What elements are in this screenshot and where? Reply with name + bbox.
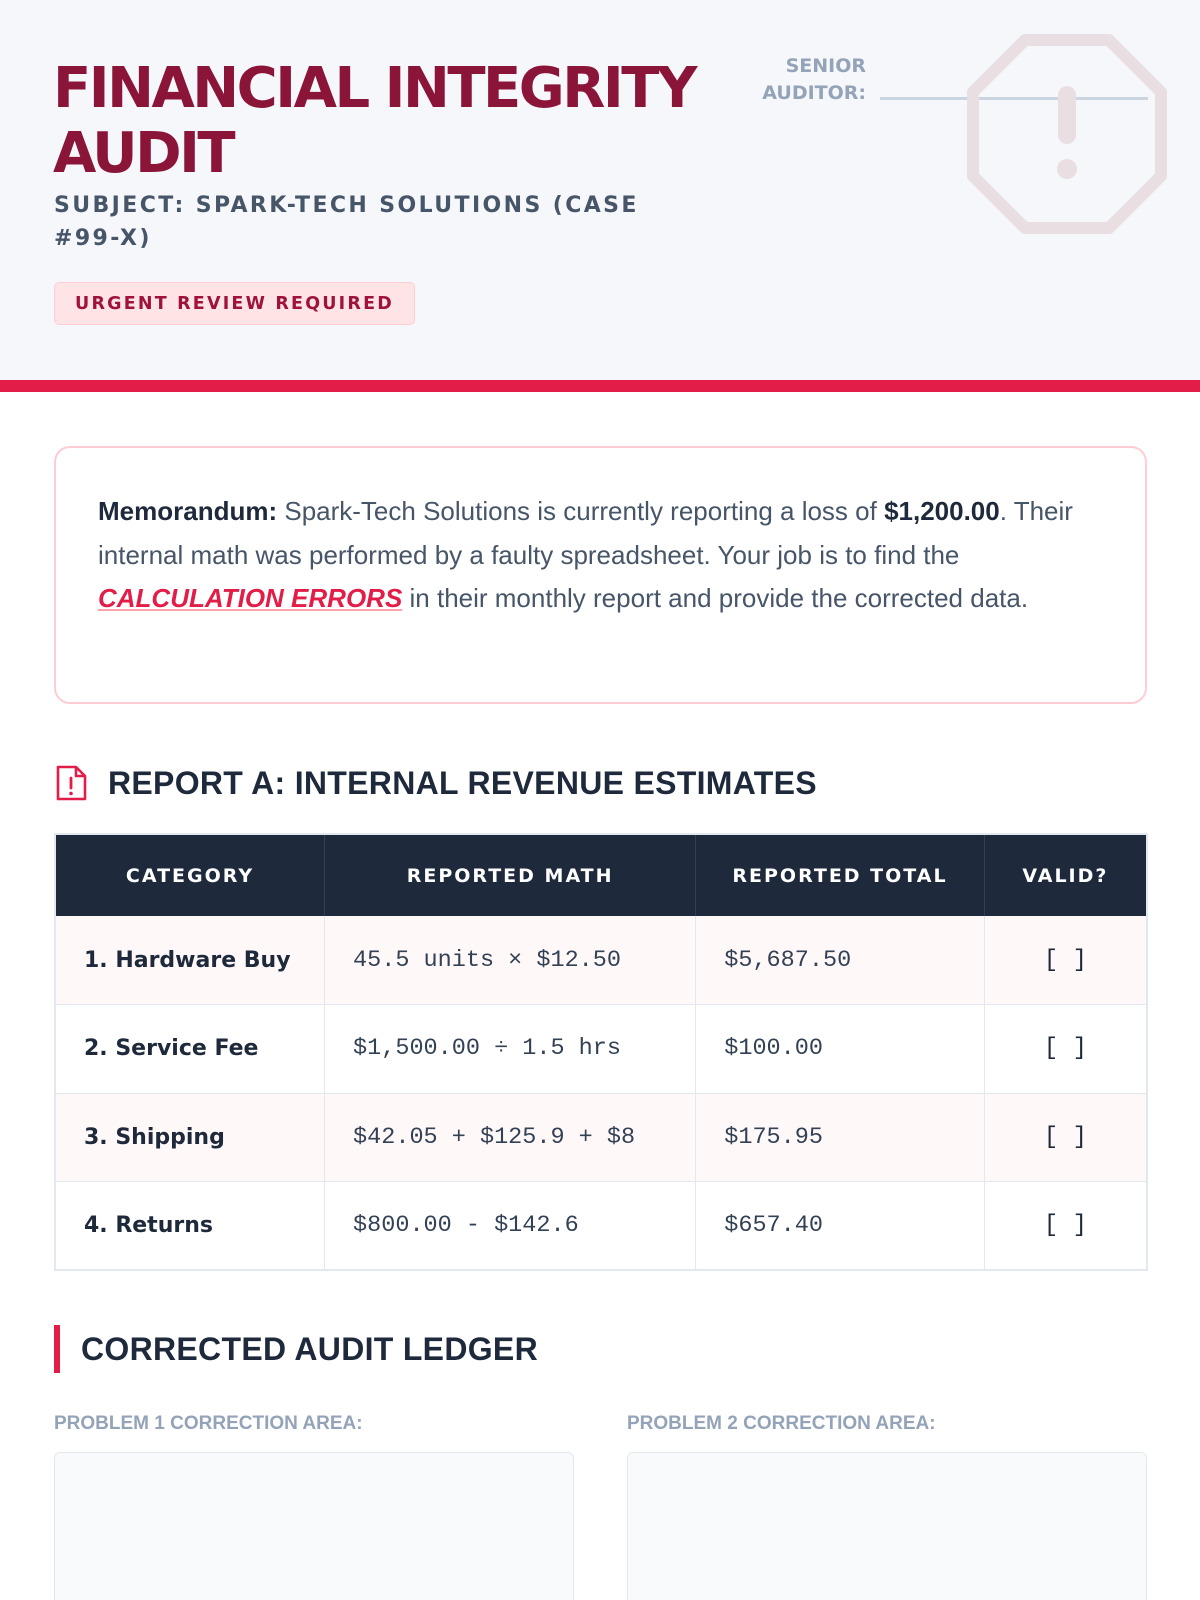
row-category: 1. Hardware Buy: [55, 916, 325, 1005]
memo-amount: $1,200.00: [884, 496, 1000, 526]
column-header-reported-total: REPORTED TOTAL: [696, 834, 985, 916]
senior-auditor-label: SENIOR AUDITOR:: [762, 55, 866, 104]
case-subject: SUBJECT: SPARK-TECH SOLUTIONS (CASE #99-X): [54, 193, 639, 251]
column-header-valid: VALID?: [984, 834, 1147, 916]
report-a-heading: [54, 763, 1147, 803]
memorandum-box: [54, 446, 1147, 704]
table-row: [55, 1005, 1147, 1094]
row-category: 4. Returns: [55, 1182, 325, 1271]
revenue-estimates-table: [54, 833, 1148, 1271]
memo-highlight: CALCULATION ERRORS: [98, 583, 403, 613]
stop-warning-icon: [967, 34, 1167, 234]
document-title: FINANCIAL INTEGRITY AUDIT: [53, 56, 695, 186]
table-row: [55, 916, 1147, 1005]
problem-1-correction-area[interactable]: [54, 1452, 574, 1600]
document-alert-icon: [54, 764, 88, 802]
problem-2-correction-area[interactable]: [627, 1452, 1147, 1600]
corrected-ledger-heading: [54, 1325, 538, 1373]
memo-text-3: in their monthly report and provide the corrected data.: [402, 583, 1029, 613]
row-category: 3. Shipping: [55, 1093, 325, 1182]
column-header-reported-math: REPORTED MATH: [325, 834, 696, 916]
problem-1-label: PROBLEM 1 CORRECTION AREA:: [54, 1413, 363, 1434]
ledger-accent-bar: [54, 1325, 60, 1373]
row-reported-total: $100.00: [696, 1005, 985, 1094]
row-reported-total: $5,687.50: [696, 916, 985, 1005]
row-reported-math: $1,500.00 ÷ 1.5 hrs: [325, 1005, 696, 1094]
ledger-title: CORRECTED AUDIT LEDGER: [81, 1330, 538, 1367]
problem-2-label: PROBLEM 2 CORRECTION AREA:: [627, 1413, 936, 1434]
memo-text-2: . Their internal math was performed by a faulty spreadsheet. Your job is to find the: [98, 496, 1073, 570]
row-reported-math: $42.05 + $125.9 + $8: [325, 1093, 696, 1182]
header-accent-bar: [0, 380, 1200, 392]
row-reported-total: $657.40: [696, 1182, 985, 1271]
table-row: [55, 1093, 1147, 1182]
memo-label: Memorandum:: [98, 496, 278, 526]
row-valid-checkbox[interactable]: [ ]: [984, 916, 1147, 1005]
document-header: [0, 0, 1200, 380]
row-reported-math: $800.00 - $142.6: [325, 1182, 696, 1271]
row-valid-checkbox[interactable]: [ ]: [984, 1005, 1147, 1094]
row-reported-total: $175.95: [696, 1093, 985, 1182]
urgent-badge: URGENT REVIEW REQUIRED: [54, 282, 415, 325]
row-valid-checkbox[interactable]: [ ]: [984, 1093, 1147, 1182]
column-header-category: CATEGORY: [55, 834, 325, 916]
table-header-row: [55, 834, 1147, 916]
row-reported-math: 45.5 units × $12.50: [325, 916, 696, 1005]
table-row: [55, 1182, 1147, 1271]
report-a-title: REPORT A: INTERNAL REVENUE ESTIMATES: [108, 764, 817, 801]
row-valid-checkbox[interactable]: [ ]: [984, 1182, 1147, 1271]
row-category: 2. Service Fee: [55, 1005, 325, 1094]
memo-text-1: Spark-Tech Solutions is currently reporting a loss of: [277, 496, 885, 526]
